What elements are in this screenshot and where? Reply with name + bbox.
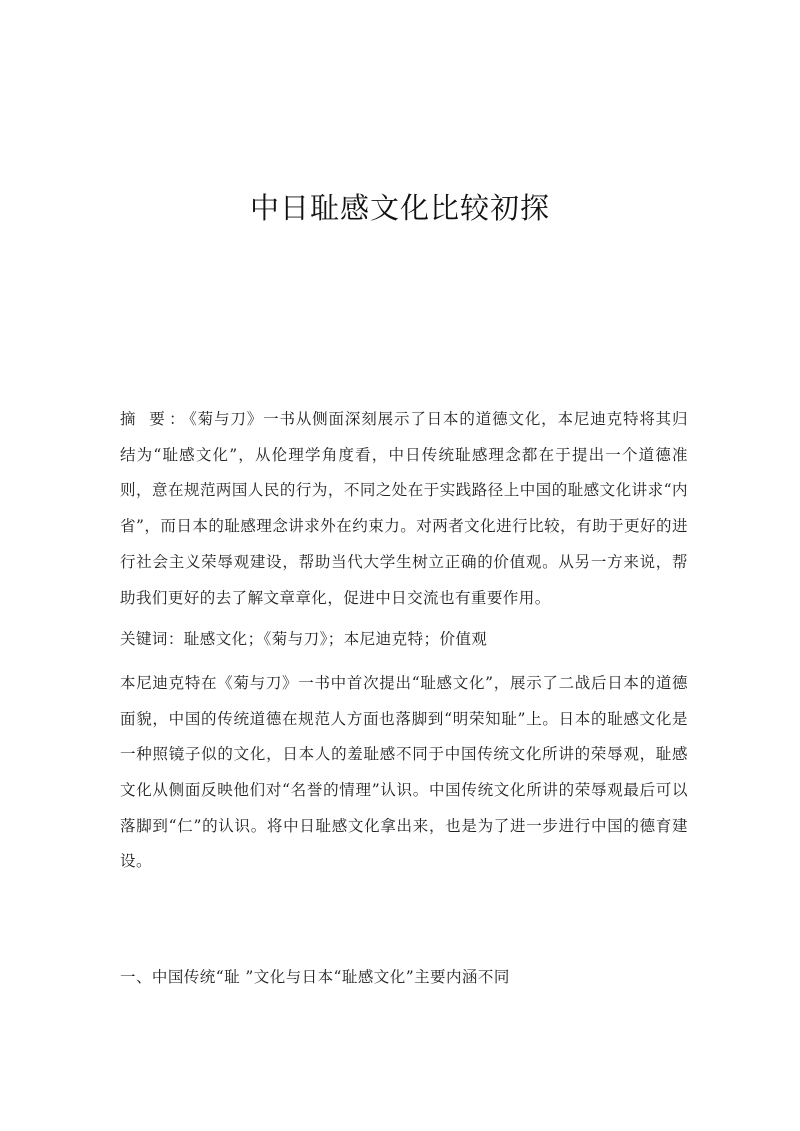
abstract-label: 摘 要： [120,410,190,428]
abstract-paragraph [120,402,688,616]
abstract-text: 《菊与刀》一书从侧面深刻展示了日本的道德文化，本尼迪克特将其归结为“耻感文化”，从伦理学角度看，中日传统耻感理念都在于提出一个道德准则，意在规范两国人民的行为，不同之处在于实践路径上中国的耻感文化讲求“内省”，而日本的耻感理念讲求外在约束力。对两者文化进行比较，有助于更好的进行社会主义荣辱观建设，帮助当代大学生树立正确的价值观。从另一方来说，帮助我们更好的去了解文章章化，促进中日交流也有重要作用。 [120,410,688,607]
document-title: 中日耻感文化比较初探 [249,191,550,225]
keywords-line: 关键词：耻感文化；《菊与刀》；本尼迪克特；价值观 [120,630,488,649]
document-body [120,402,688,886]
intro-paragraph: 本尼迪克特在《菊与刀》一书中首次提出“耻感文化”，展示了二战后日本的道德面貌，中国的传统道德在规范人方面也落脚到“明荣知耻”上。日本的耻感文化是一种照镜子似的文化，日本人的羞耻感不同于中国传统文化所讲的荣辱观，耻感文化从侧面反映他们对“名誉的情理”认识。中国传统文化所讲的荣辱观最后可以落脚到“仁”的认识。将中日耻感文化拿出来，也是为了进一步进行中国的德育建设。 [120,673,688,871]
section-heading: 一、中国传统“耻 ”文化与日本“耻感文化”主要内涵不同 [120,968,510,986]
